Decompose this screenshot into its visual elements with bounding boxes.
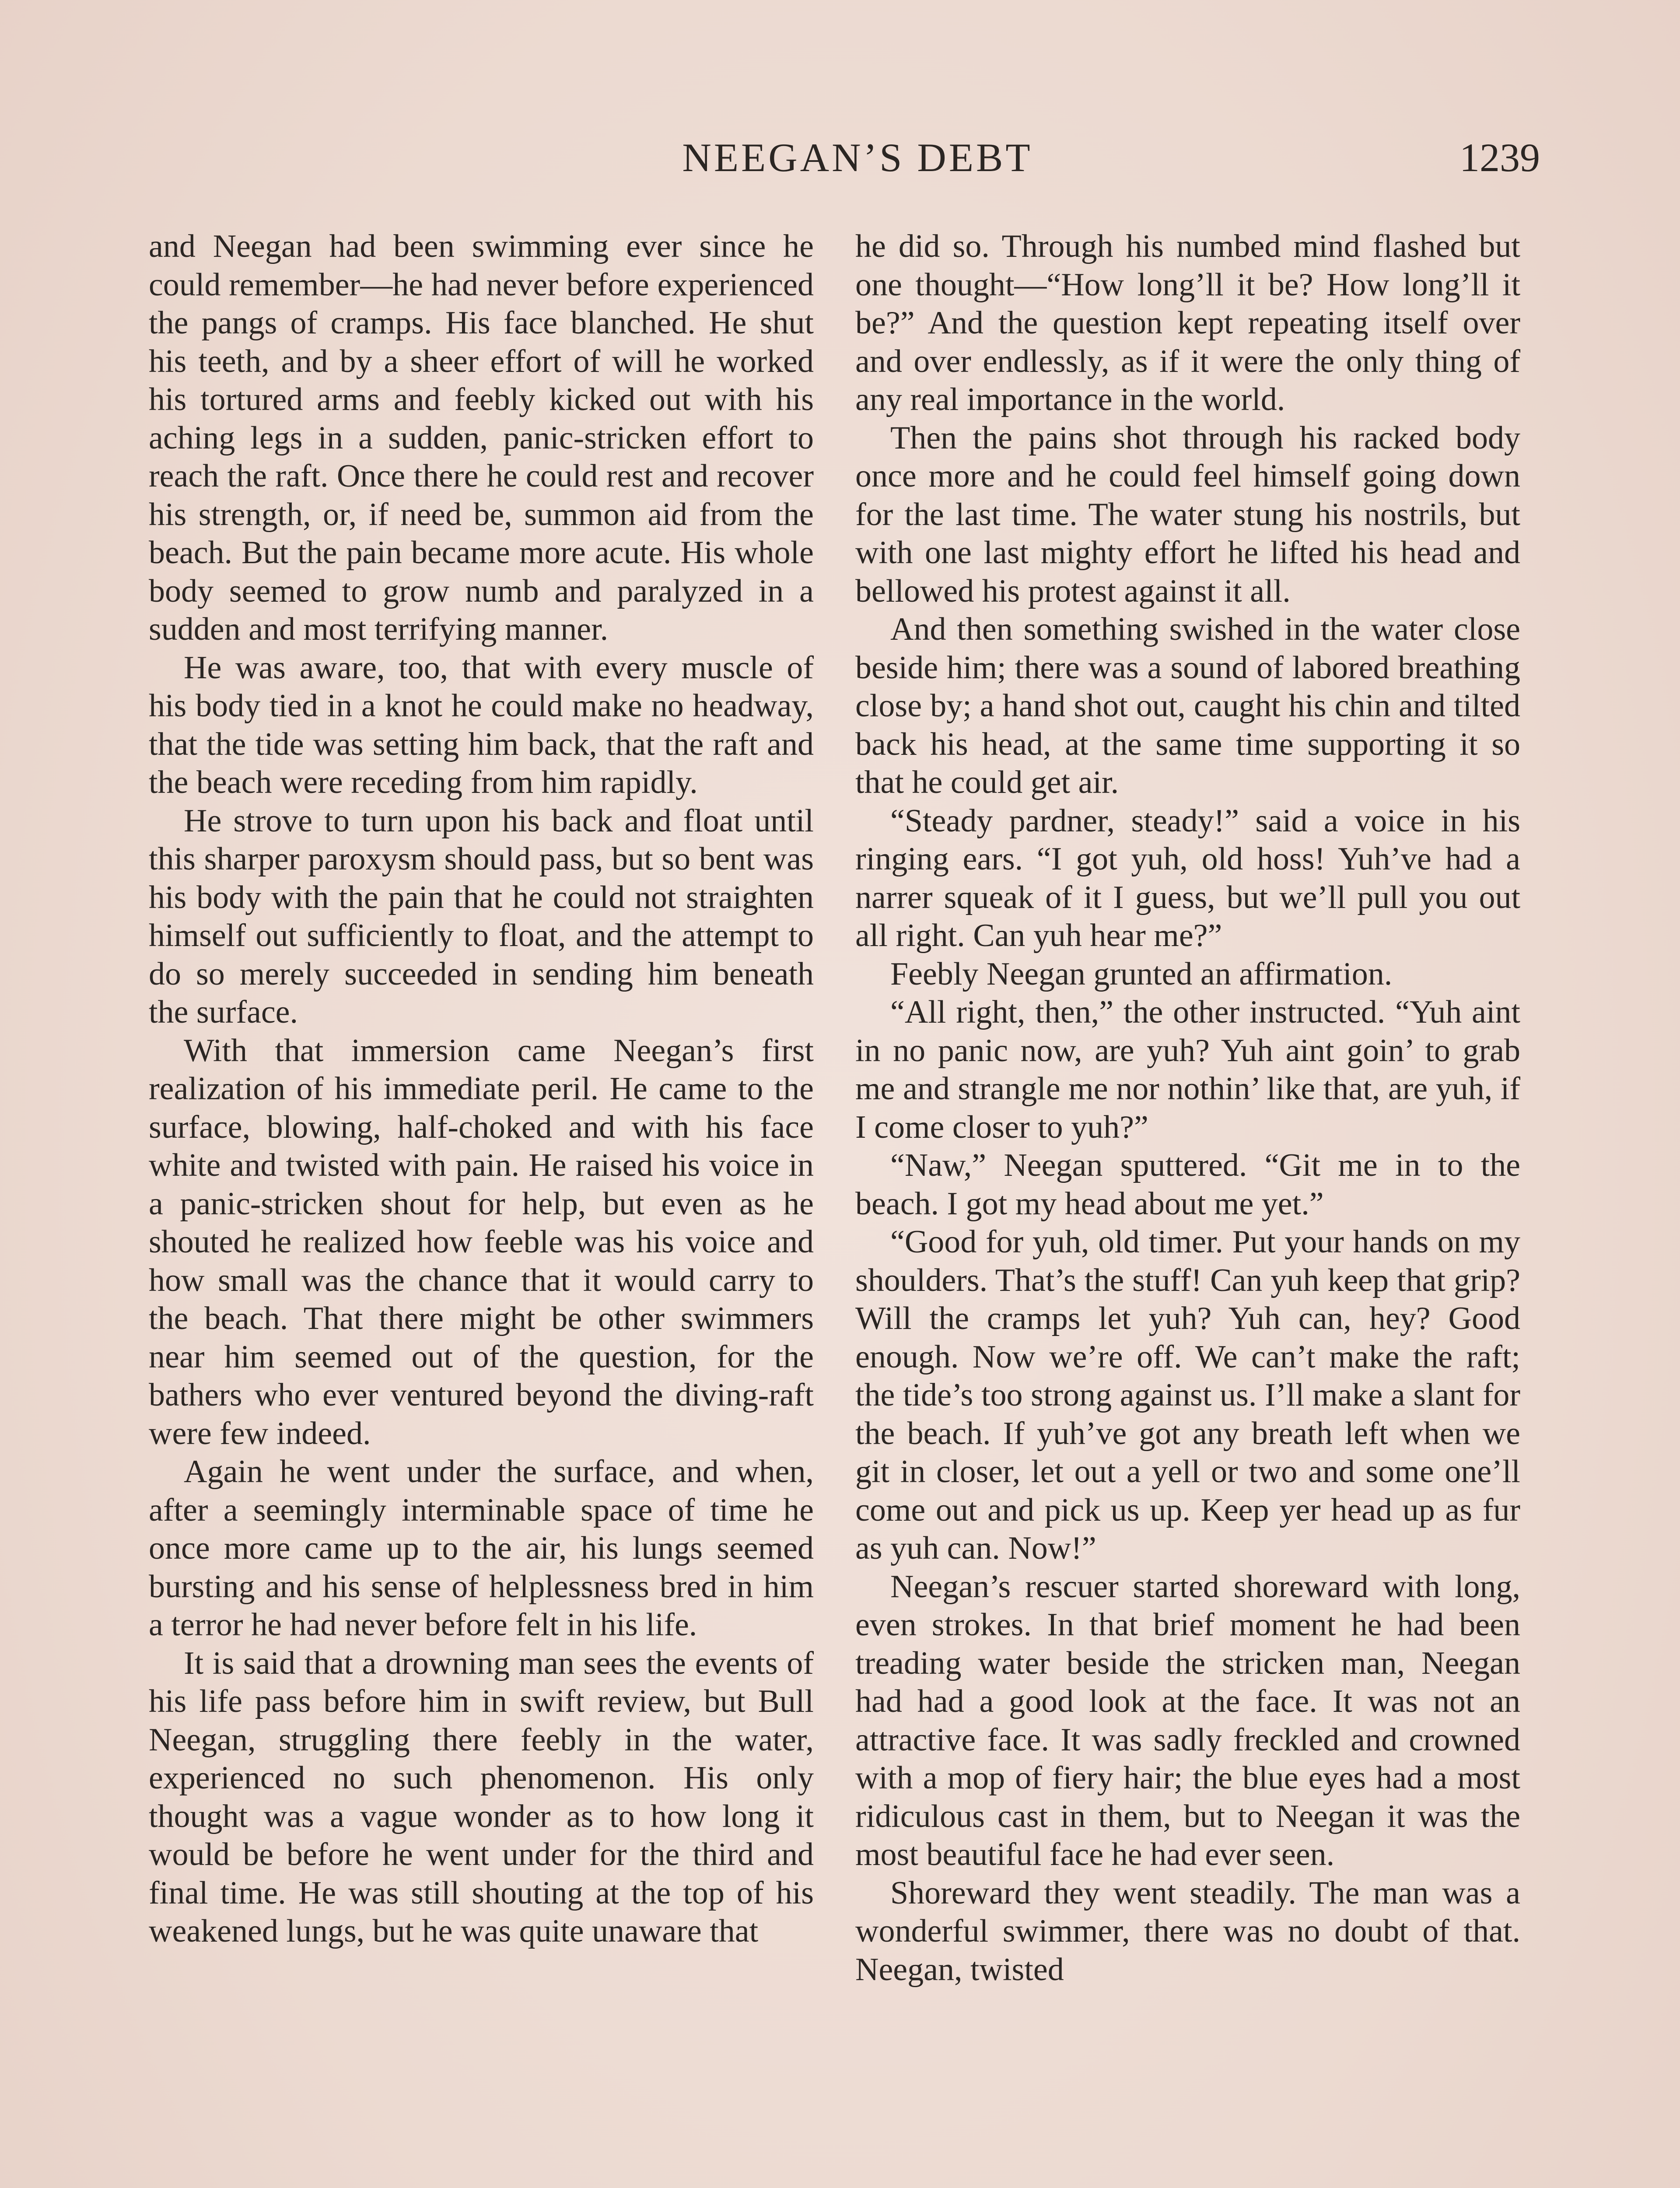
paragraph: Neegan’s rescuer started shoreward with long, even strokes. In that brief moment he had been treading water beside the stricken man, Neegan had had a good look at the face. It was not an attractive face. It was sadly freckled and crowned with a mop of fiery hair; the blue eyes had a most ridiculous cast in them, but to Neegan it was the most beautiful face he had ever seen.	[855, 1568, 1520, 1872]
paragraph: He strove to turn upon his back and float until this sharper paroxysm should pass, but so bent was his body with the pain that he could not straighten himself out sufficiently to float, and the attempt to do so merely succeeded in sending him beneath the surface.	[149, 803, 814, 1030]
paragraph: He was aware, too, that with every muscle of his body tied in a knot he could make no headway, that the tide was setting him back, that the raft and the beach were receding from him rapidly.	[149, 649, 814, 800]
paragraph: Then the pains shot through his racked body once more and he could feel himself going down for the last time. The water stung his nostrils, but with one last mighty effort he lifted his head and bellowed his protest against it all.	[855, 420, 1520, 609]
paragraph: With that immersion came Neegan’s first realization of his immediate peril. He came to the surface, blowing, half-choked and with his face white and twisted with pain. He raised his voice in a panic-stricken shout for help, but even as he shouted he realized how feeble was his voice and how small was the chance that it would carry to the beach. That there might be other swimmers near him seemed out of the question, for the bathers who ever ventured beyond the diving-raft were few indeed.	[149, 1032, 814, 1452]
paragraph: And then something swished in the water close beside him; there was a sound of labored breathing close by; a hand shot out, caught his chin and tilted back his head, at the same time supporting it so that he could get air.	[855, 611, 1520, 800]
paragraph: Shoreward they went steadily. The man was a wonderful swimmer, there was no doubt of that. Neegan, twisted	[855, 1875, 1520, 1988]
paragraph: Feebly Neegan grunted an affirmation.	[890, 956, 1393, 992]
paragraph: and Neegan had been swimming ever since he could remember—he had never before experienced the pangs of cramps. His face blanched. He shut his teeth, and by a sheer effort of will he worked his tortured arms and feebly kicked out with his aching legs in a sudden, panic-stricken effort to reach the raft. Once there he could rest and recover his strength, or, if need be, summon aid from the beach. But the pain became more acute. His whole body seemed to grow numb and paralyzed in a sudden and most terrifying manner.	[149, 228, 814, 647]
paragraph: Again he went under the surface, and when, after a seemingly interminable space of time he once more came up to the air, his lungs seemed bursting and his sense of helplessness bred in him a terror he had never before felt in his life.	[149, 1454, 814, 1643]
right-text-column	[855, 228, 1520, 1989]
page-number: 1239	[1460, 135, 1540, 180]
paragraph: It is said that a drowning man sees the events of his life pass before him in swift review, but Bull Neegan, struggling there feebly in the water, experienced no such phenomenon. His only thought was a vague wonder as to how long it would be before he went under for the third and final time. He was still shouting at the top of his weakened lungs, but he was quite unaware that	[149, 1645, 814, 1949]
paragraph: he did so. Through his numbed mind flashed but one thought—“How long’ll it be? How long’ll it be?” And the question kept repeating itself over and over endlessly, as if it were the only thing of any real importance in the world.	[855, 228, 1520, 417]
running-title: NEEGAN’S DEBT	[682, 135, 1033, 180]
paragraph: “Steady pardner, steady!” said a voice in his ringing ears. “I got yuh, old hoss! Yuh’ve had a narrer squeak of it I guess, but we’ll pull you out all right. Can yuh hear me?”	[855, 803, 1520, 954]
paragraph: “All right, then,” the other instructed. “Yuh aint in no panic now, are yuh? Yuh aint goin’ to grab me and strangle me nor nothin’ like that, are yuh, if I come closer to yuh?”	[855, 994, 1520, 1145]
paragraph: “Good for yuh, old timer. Put your hands on my shoulders. That’s the stuff! Can yuh keep that grip? Will the cramps let yuh? Yuh can, hey? Good enough. Now we’re off. We can’t make the raft; the tide’s too strong against us. I’ll make a slant for the beach. If yuh’ve got any breath left when we git in closer, let out a yell or two and some one’ll come out and pick us up. Keep yer head up as fur as yuh can. Now!”	[855, 1224, 1520, 1566]
page-header	[149, 127, 1540, 188]
left-text-column	[149, 228, 814, 1951]
paragraph: “Naw,” Neegan sputtered. “Git me in to the beach. I got my head about me yet.”	[855, 1147, 1520, 1222]
